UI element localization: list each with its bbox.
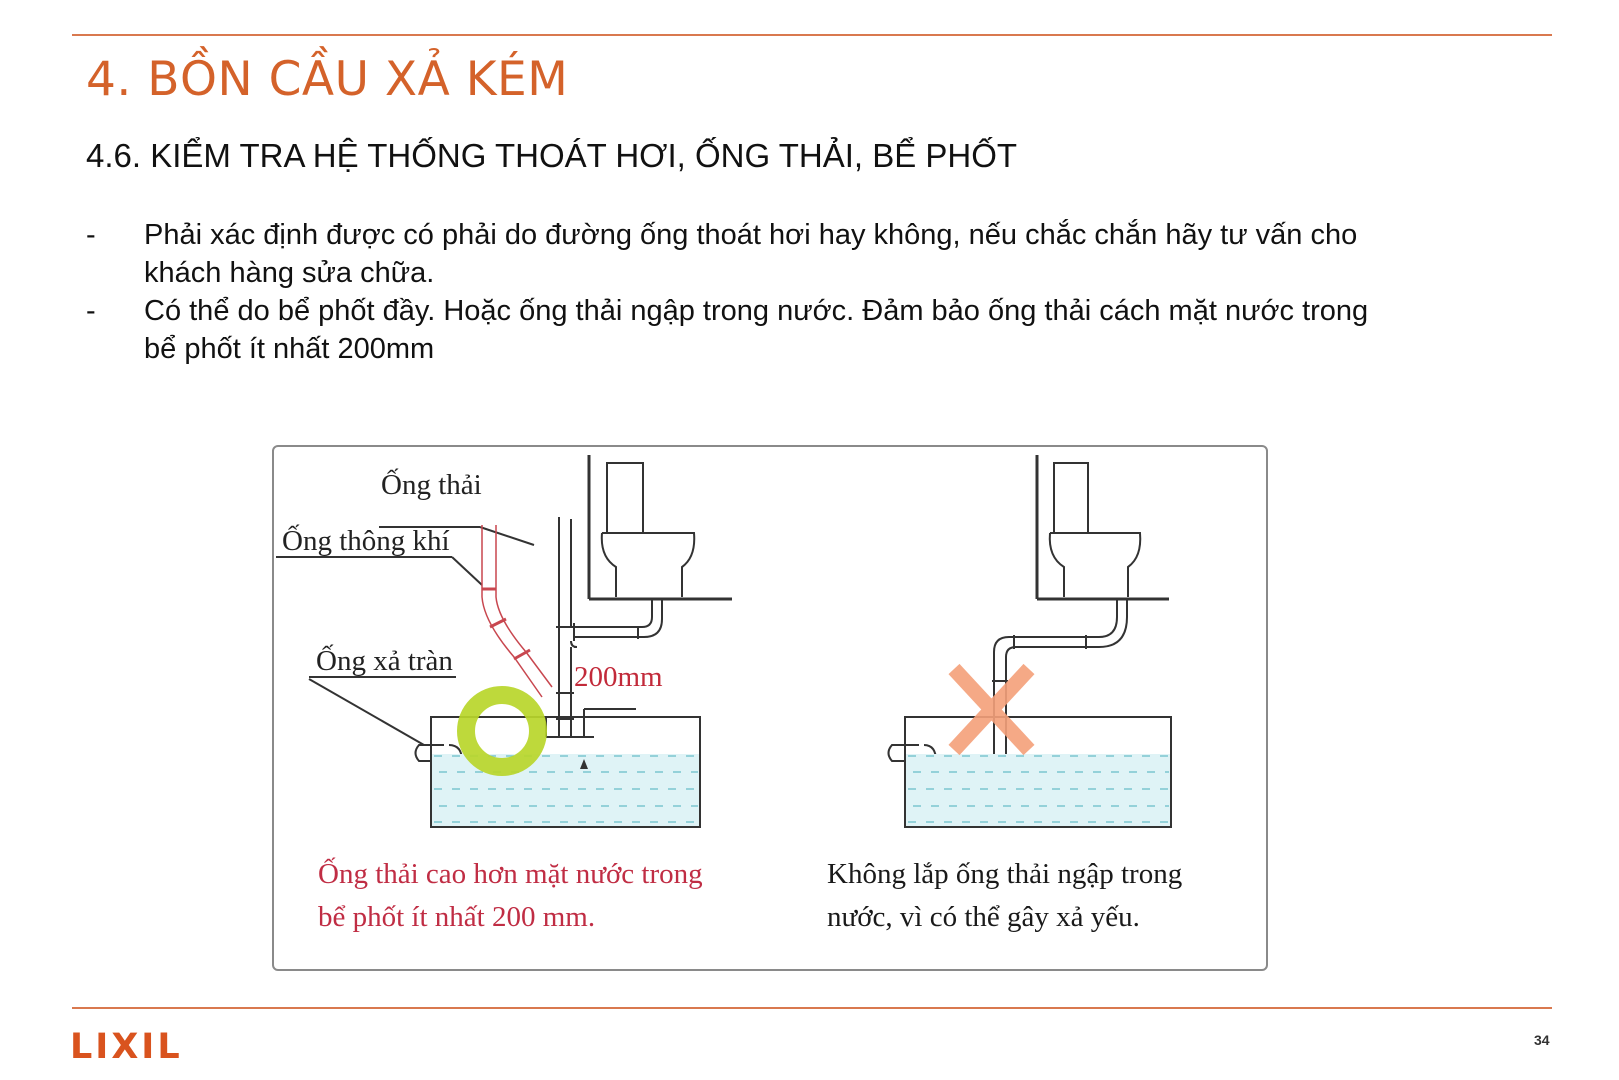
bullet-text: Có thể do bể phốt đầy. Hoặc ống thải ngập trong nước. Đảm bảo ống thải cách mặt nước trong bể phốt ít nhất 200mm bbox=[144, 295, 1369, 365]
caption-incorrect-line2: nước, vì có thể gây xả yếu. bbox=[827, 901, 1140, 933]
label-overflow-pipe: Ống xả tràn bbox=[316, 645, 453, 677]
caption-incorrect bbox=[827, 853, 1182, 939]
top-rule bbox=[72, 34, 1552, 36]
slide-title: 4. BỒN CẦU XẢ KÉM bbox=[86, 52, 569, 107]
bullet-list bbox=[86, 216, 1406, 368]
label-vent-pipe: Ống thông khí bbox=[282, 525, 450, 557]
lixil-logo: LIXIL bbox=[70, 1027, 183, 1067]
bullet-item bbox=[86, 292, 1406, 368]
caption-correct bbox=[318, 853, 703, 939]
label-waste-pipe: Ống thải bbox=[381, 469, 482, 501]
plumbing-diagram bbox=[272, 445, 1268, 971]
label-distance: 200mm bbox=[574, 661, 663, 693]
bottom-rule bbox=[72, 1007, 1552, 1009]
bullet-marker: - bbox=[86, 219, 96, 251]
caption-incorrect-line1: Không lắp ống thải ngập trong bbox=[827, 858, 1183, 890]
caption-correct-line1: Ống thải cao hơn mặt nước trong bbox=[318, 858, 703, 890]
slide-subtitle: 4.6. KIỂM TRA HỆ THỐNG THOÁT HƠI, ỐNG THẢI, BỂ PHỐT bbox=[86, 137, 1018, 174]
bullet-marker: - bbox=[86, 295, 96, 327]
bullet-item bbox=[86, 216, 1406, 292]
bullet-text: Phải xác định được có phải do đường ống thoát hơi hay không, nếu chắc chắn hãy tư vấn cho khách hàng sửa chữa. bbox=[144, 219, 1358, 289]
page-number: 34 bbox=[1534, 1032, 1550, 1048]
caption-correct-line2: bể phốt ít nhất 200 mm. bbox=[318, 901, 596, 933]
